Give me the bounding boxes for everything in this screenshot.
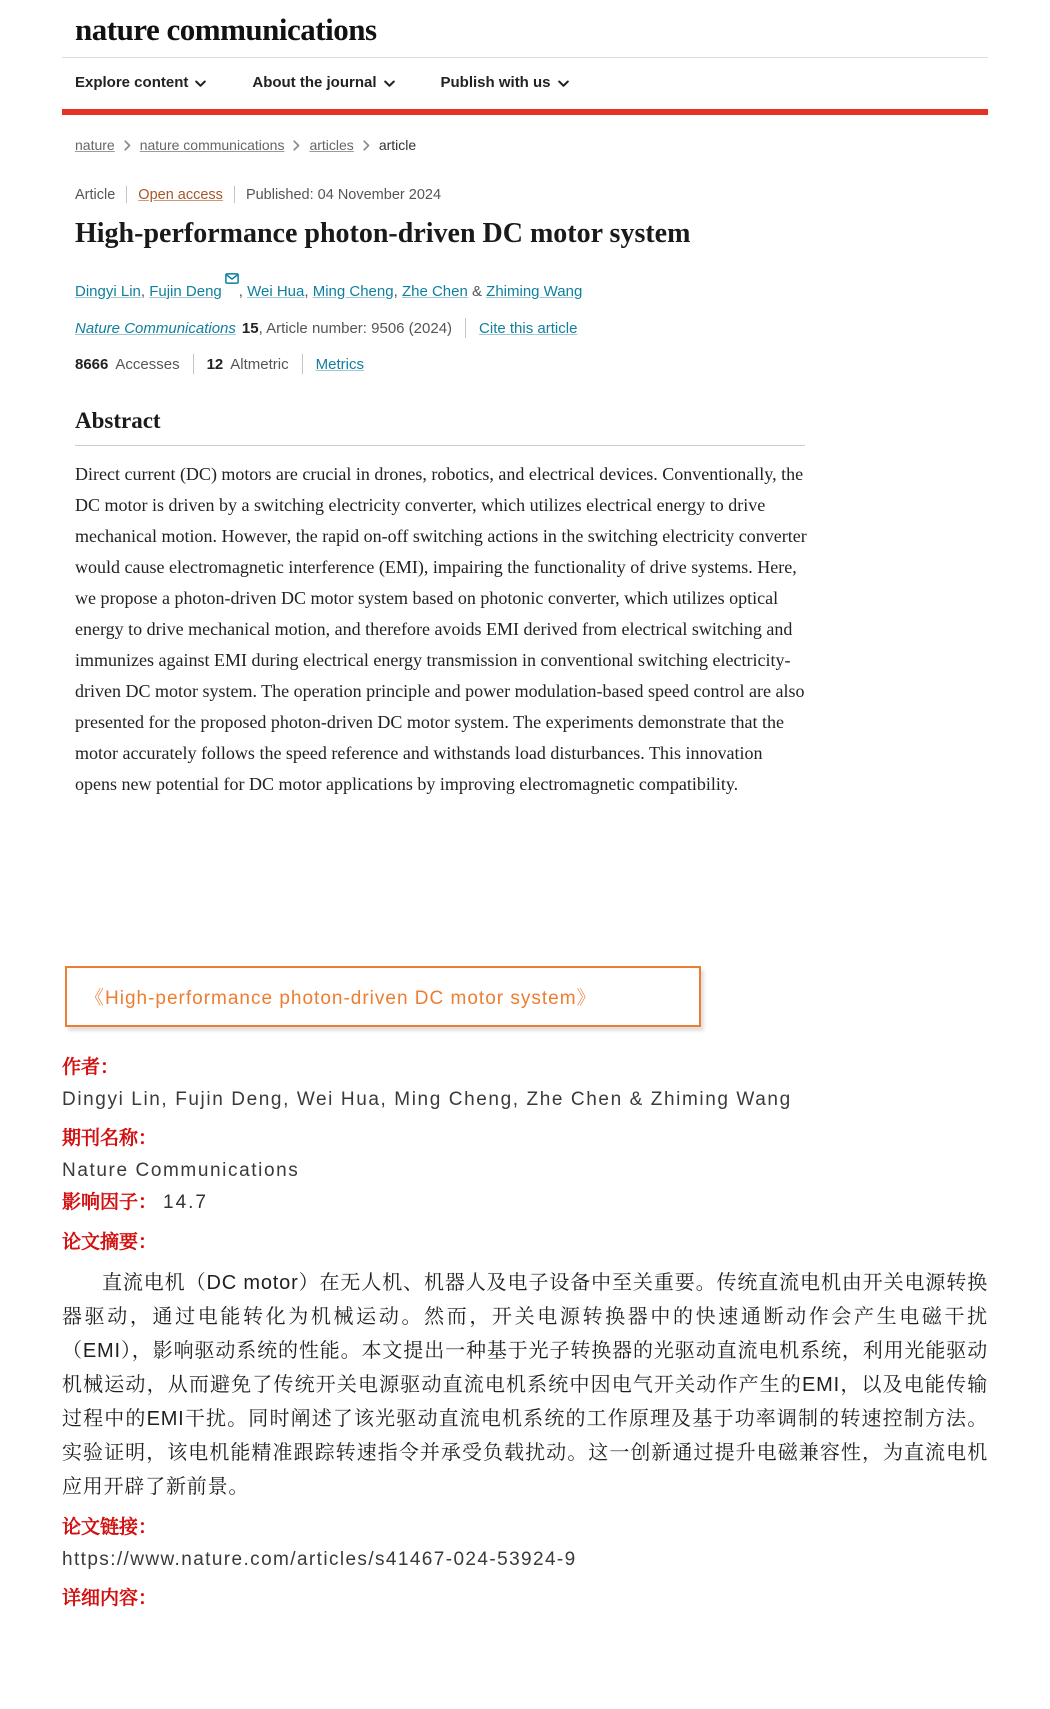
nav-publish-with-us[interactable]: [441, 74, 569, 91]
abstract-heading: Abstract: [75, 408, 161, 433]
breadcrumb-link-articles[interactable]: articles: [309, 137, 354, 153]
nav-item-label: Publish with us: [440, 74, 551, 91]
author-link[interactable]: Wei Hua: [247, 283, 305, 300]
abstract-divider: [75, 445, 805, 446]
journal-name-value: Nature Communications: [62, 1160, 300, 1181]
chinese-summary-section: [62, 966, 988, 1614]
author: [486, 283, 582, 300]
altmetric-label: Altmetric: [230, 355, 289, 373]
chevron-down-icon: [558, 80, 569, 88]
article-number-text: , Article number: 9506 (2024): [258, 319, 453, 337]
authors-label: 作者：: [62, 1057, 120, 1078]
article-main: [75, 186, 810, 800]
article-title: High-performance photon-driven DC motor system: [75, 218, 691, 249]
author: [247, 283, 313, 300]
author-link[interactable]: Dingyi Lin: [75, 283, 141, 300]
separator: [193, 354, 194, 374]
email-icon[interactable]: [225, 279, 239, 293]
nav-explore-content[interactable]: [75, 74, 206, 91]
metrics-link[interactable]: Metrics: [315, 355, 364, 373]
author-link[interactable]: Zhe Chen: [401, 283, 468, 300]
author: [75, 283, 149, 300]
author: [149, 283, 247, 300]
author: [313, 283, 402, 300]
nav-item-label: About the journal: [252, 74, 377, 91]
author-separator: ,: [304, 283, 313, 300]
chinese-title-box: [65, 966, 701, 1027]
abstract-paragraph: Direct current (DC) motors are crucial in drones, robotics, and electrical devices. Conventionally, the DC motor is driven by a switching electricity converter, which utilizes electrical energy to drive mechanical motion. However, the rapid on-off switching actions in the switching electricity converter would cause electromagnetic interference (EMI), impairing the functionality of drive systems. Here, we propose a photon-driven DC motor system based on photonic converter, which utilizes optical energy to drive mechanical motion, and therefore avoids EMI derived from electrical switching and immunizes against EMI during electrical energy transmission in conventional switching electricity-driven DC motor system. The operation principle and power modulation-based speed control are also presented for the proposed photon-driven DC motor system. The experiments demonstrate that the motor accurately follows the speed reference and withstands load disturbances. This innovation opens new potential for DC motor applications by improving electromagnetic compatibility.: [75, 464, 807, 794]
separator: [126, 186, 127, 203]
breadcrumb-link-nature-communications[interactable]: nature communications: [139, 137, 285, 153]
separator: [234, 186, 235, 203]
impact-factor-value: 14.7: [163, 1192, 208, 1213]
breadcrumb-link-nature[interactable]: nature: [75, 137, 115, 153]
paper-abstract-label: 论文摘要：: [62, 1232, 158, 1253]
volume-number: 15: [241, 319, 259, 337]
cite-this-article-link[interactable]: Cite this article: [479, 319, 578, 337]
impact-factor-label: 影响因子：: [62, 1192, 158, 1213]
author-link[interactable]: Zhiming Wang: [486, 283, 583, 300]
chevron-right-icon: [124, 140, 131, 151]
brand-accent-bar: [62, 109, 988, 115]
top-navigation: [75, 58, 1050, 109]
accesses-label: Accesses: [115, 355, 180, 373]
metrics-line: [75, 354, 810, 374]
article-meta-row: [75, 186, 810, 203]
separator: [302, 354, 303, 374]
chevron-right-icon: [363, 140, 370, 151]
author-separator: &: [467, 283, 487, 300]
citation-line: [75, 318, 810, 338]
article-type-label: Article: [75, 186, 116, 203]
accesses-count: 8666: [75, 355, 109, 373]
altmetric-count: 12: [206, 355, 224, 373]
authors-value: Dingyi Lin, Fujin Deng, Wei Hua, Ming Cheng, Zhe Chen & Zhiming Wang: [62, 1089, 792, 1110]
nav-about-the-journal[interactable]: [252, 74, 394, 91]
paper-link-label: 论文链接：: [62, 1517, 158, 1538]
breadcrumb-current: article: [378, 137, 417, 153]
site-header: [0, 0, 1050, 47]
detail-content-label: 详细内容：: [62, 1588, 158, 1609]
author-separator: ,: [238, 283, 248, 300]
author: [402, 283, 486, 300]
journal-link[interactable]: Nature Communications: [75, 319, 236, 337]
nav-item-label: Explore content: [75, 74, 189, 91]
authors-line: [75, 273, 810, 300]
breadcrumb: [75, 137, 1050, 153]
chevron-right-icon: [293, 140, 300, 151]
author-link[interactable]: Fujin Deng: [149, 283, 222, 300]
impact-factor-line: [62, 1188, 988, 1219]
chevron-down-icon: [195, 80, 206, 88]
separator: [465, 318, 466, 338]
chevron-down-icon: [384, 80, 395, 88]
author-separator: ,: [140, 283, 150, 300]
chinese-abstract-paragraph: 直流电机（DC motor）在无人机、机器人及电子设备中至关重要。传统直流电机由开关电源转换器驱动，通过电能转化为机械运动。然而，开关电源转换器中的快速通断动作会产生电磁干扰（EMI），影响驱动系统的性能。本文提出一种基于光子转换器的光驱动直流电机系统，利用光能驱动机械运动，从而避免了传统开关电源驱动直流电机系统中因电气开关动作产生的EMI，以及电能传输过程中的EMI干扰。同时阐述了该光驱动直流电机系统的工作原理及基于功率调制的转速控制方法。实验证明，该电机能精准跟踪转速指令并承受负载扰动。这一创新通过提升电磁兼容性，为直流电机应用开辟了新前景。: [62, 1272, 988, 1498]
paper-url[interactable]: https://www.nature.com/articles/s41467-024-53924-9: [62, 1549, 577, 1570]
published-date: Published: 04 November 2024: [245, 186, 442, 203]
journal-name-label: 期刊名称：: [62, 1128, 158, 1149]
open-access-link[interactable]: Open access: [138, 186, 223, 203]
author-link[interactable]: Ming Cheng: [312, 283, 394, 300]
boxed-article-title: 《High-performance photon-driven DC motor system》: [85, 988, 597, 1009]
author-separator: ,: [393, 283, 402, 300]
journal-logo[interactable]: nature communications: [75, 12, 377, 47]
